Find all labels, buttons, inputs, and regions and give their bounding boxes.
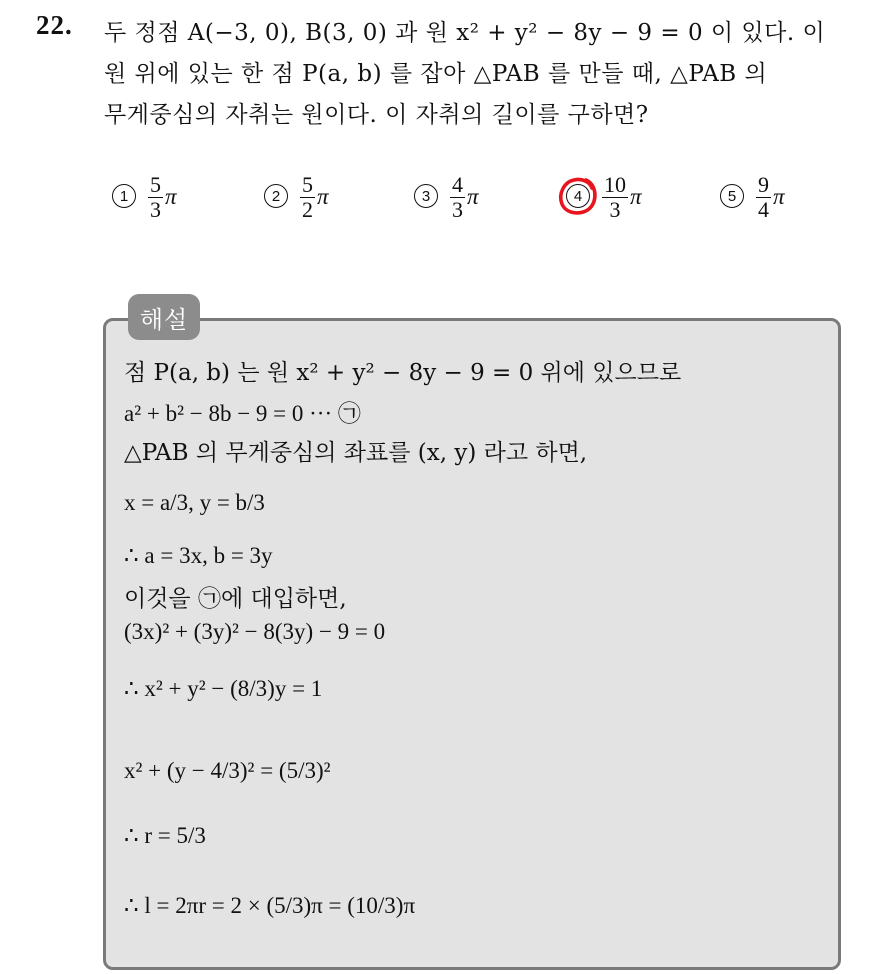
choice-fraction	[300, 173, 315, 220]
pi-symbol: π	[165, 184, 177, 209]
fraction-denominator: 3	[609, 196, 621, 222]
solution-line-2: a² + b² − 8b − 9 = 0 ··· ㉠	[124, 401, 361, 426]
fraction-denominator: 4	[758, 196, 769, 222]
choice-3[interactable]	[414, 162, 479, 232]
question-line-1: 두 정점 A(−3, 0), B(3, 0) 과 원 x² + y² − 8y − 9 = 0 이 있다. 이	[104, 20, 826, 46]
solution-line-5: ∴ a = 3x, b = 3y	[124, 543, 273, 568]
choice-2[interactable]	[264, 162, 329, 232]
fraction-numerator: 5	[302, 172, 313, 198]
choice-fraction	[602, 173, 628, 220]
solution-label: 해설	[128, 294, 200, 340]
solution-line-6: 이것을 ㉠에 대입하면,	[124, 586, 347, 612]
solution-line-1: 점 P(a, b) 는 원 x² + y² − 8y − 9 = 0 위에 있으므로	[124, 360, 682, 386]
choice-number: 3	[414, 184, 438, 208]
answer-choices	[0, 162, 884, 232]
fraction-denominator: 3	[150, 196, 161, 222]
choice-4[interactable]	[566, 162, 642, 232]
choice-fraction	[148, 173, 163, 220]
pi-symbol: π	[630, 184, 642, 209]
choice-number: 5	[720, 184, 744, 208]
fraction-numerator: 9	[758, 172, 769, 198]
solution-line-10: ∴ r = 5/3	[124, 823, 206, 848]
question-number: 22.	[36, 10, 73, 40]
choice-fraction	[450, 173, 465, 220]
choice-number: 1	[112, 184, 136, 208]
question-line-2: 원 위에 있는 한 점 P(a, b) 를 잡아 △PAB 를 만들 때, △PAB 의	[104, 61, 768, 87]
choice-number: 2	[264, 184, 288, 208]
question-line-3: 무게중심의 자취는 원이다. 이 자취의 길이를 구하면?	[104, 102, 649, 128]
fraction-denominator: 2	[302, 196, 313, 222]
pi-symbol: π	[467, 184, 479, 209]
solution-line-4: x = a/3, y = b/3	[124, 490, 265, 515]
choice-fraction	[756, 173, 771, 220]
choice-1[interactable]	[112, 162, 177, 232]
fraction-denominator: 3	[452, 196, 463, 222]
solution-line-9: x² + (y − 4/3)² = (5/3)²	[124, 758, 331, 783]
pi-symbol: π	[317, 184, 329, 209]
choice-5[interactable]	[720, 162, 785, 232]
fraction-numerator: 10	[604, 172, 626, 198]
fraction-numerator: 4	[452, 172, 463, 198]
solution-line-7: (3x)² + (3y)² − 8(3y) − 9 = 0	[124, 619, 386, 644]
solution-line-8: ∴ x² + y² − (8/3)y = 1	[124, 676, 323, 701]
choice-number: 4	[566, 184, 590, 208]
pi-symbol: π	[773, 184, 785, 209]
solution-line-11: ∴ l = 2πr = 2 × (5/3)π = (10/3)π	[124, 893, 416, 918]
solution-line-3: △PAB 의 무게중심의 좌표를 (x, y) 라고 하면,	[124, 440, 588, 466]
fraction-numerator: 5	[150, 172, 161, 198]
